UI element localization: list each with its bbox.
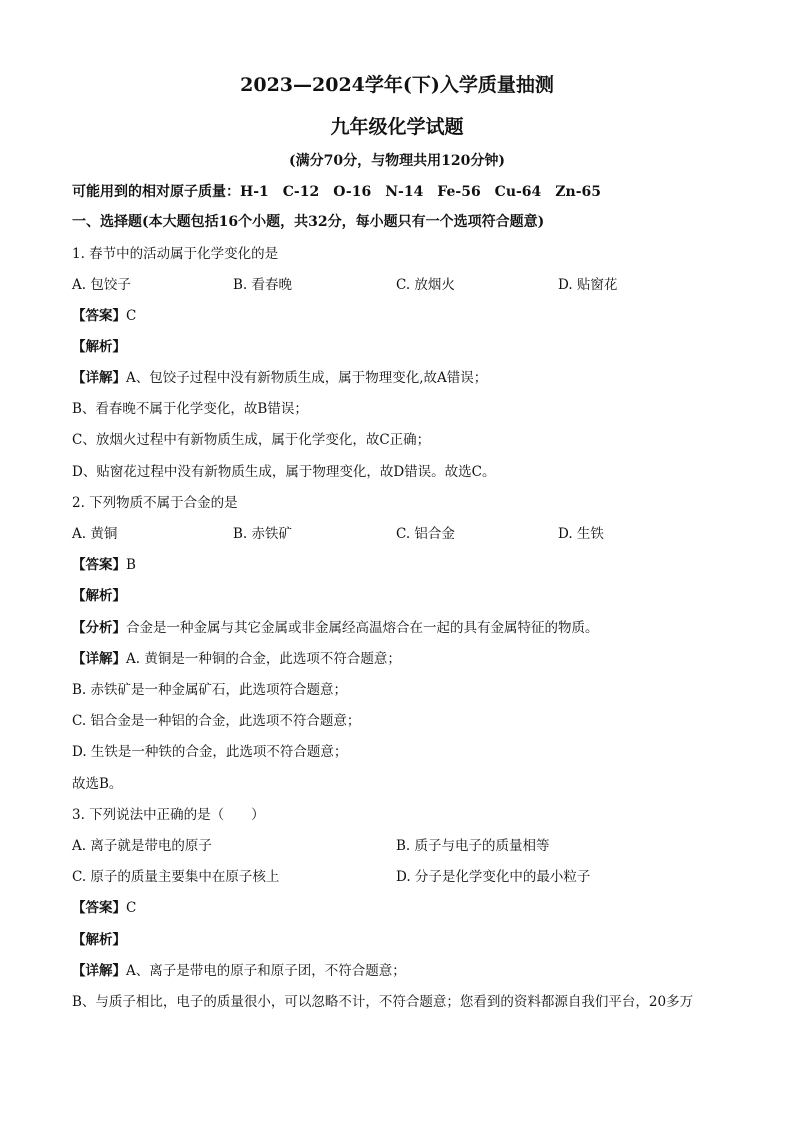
q2-detail-5: 故选B。 xyxy=(72,776,123,792)
q3-answer xyxy=(72,899,136,917)
q3-option-c: C. 原子的质量主要集中在原子核上 xyxy=(72,869,280,885)
q1-option-a: A. 包饺子 xyxy=(72,277,131,293)
detail-tag: 【详解】 xyxy=(72,651,126,667)
q1-stem: 1. 春节中的活动属于化学变化的是 xyxy=(72,246,279,262)
exam-subtitle: 九年级化学试题 xyxy=(330,116,464,138)
section-heading: 一、选择题(本大题包括16个小题，共32分，每小题只有一个选项符合题意) xyxy=(72,214,545,230)
q2-analysis-tag: 【解析】 xyxy=(72,588,126,604)
q3-option-a: A. 离子就是带电的原子 xyxy=(72,838,212,854)
fenxi-tag: 【分析】 xyxy=(72,620,126,636)
q3-stem: 3. 下列说法中正确的是（ ） xyxy=(72,807,265,823)
detail-tag: 【详解】 xyxy=(72,963,126,979)
q1-option-c: C. 放烟火 xyxy=(396,277,455,293)
q2-option-d: D. 生铁 xyxy=(558,526,604,542)
detail-text: A、离子是带电的原子和原子团，不符合题意； xyxy=(126,963,406,979)
q2-detail-2: B. 赤铁矿是一种金属矿石，此选项符合题意； xyxy=(72,682,348,698)
answer-value: C xyxy=(126,308,137,324)
detail-text: A、包饺子过程中没有新物质生成，属于物理变化,故A错误； xyxy=(126,370,488,386)
answer-tag: 【答案】 xyxy=(72,557,126,573)
q3-analysis-tag: 【解析】 xyxy=(72,932,126,948)
q2-answer xyxy=(72,556,136,574)
q2-option-a: A. 黄铜 xyxy=(72,526,118,542)
q2-detail-4: D. 生铁是一种铁的合金，此选项不符合题意； xyxy=(72,744,348,760)
atomic-masses: 可能用到的相对原子质量：H-1 C-12 O-16 N-14 Fe-56 Cu-64 Zn-65 xyxy=(72,184,601,200)
exam-title: 2023—2024学年(下)入学质量抽测 xyxy=(240,74,554,96)
q1-detail-3: C、放烟火过程中有新物质生成，属于化学变化，故C正确； xyxy=(72,432,431,448)
q1-detail-4: D、贴窗花过程中没有新物质生成，属于物理变化，故D错误。故选C。 xyxy=(72,464,496,480)
q1-option-b: B. 看春晚 xyxy=(233,277,293,293)
q2-option-b: B. 赤铁矿 xyxy=(233,526,293,542)
q1-detail-1 xyxy=(72,369,487,387)
exam-note: (满分70分，与物理共用120分钟) xyxy=(289,153,505,169)
detail-text: A. 黄铜是一种铜的合金，此选项不符合题意； xyxy=(126,651,401,667)
detail-tag: 【详解】 xyxy=(72,370,126,386)
q2-stem: 2. 下列物质不属于合金的是 xyxy=(72,495,238,511)
q3-detail-1 xyxy=(72,962,406,980)
q2-detail-1 xyxy=(72,650,401,668)
answer-value: C xyxy=(126,900,137,916)
q1-answer xyxy=(72,307,136,325)
q3-option-d: D. 分子是化学变化中的最小粒子 xyxy=(396,869,591,885)
q1-option-d: D. 贴窗花 xyxy=(558,277,618,293)
q2-option-c: C. 铝合金 xyxy=(396,526,455,542)
q3-option-b: B. 质子与电子的质量相等 xyxy=(396,838,550,854)
q1-detail-2: B、看春晚不属于化学变化，故B错误； xyxy=(72,401,308,417)
fenxi-text: 合金是一种金属与其它金属或非金属经高温熔合在一起的具有金属特征的物质。 xyxy=(126,620,599,636)
q2-detail-3: C. 铝合金是一种铝的合金，此选项不符合题意； xyxy=(72,713,361,729)
q2-fenxi xyxy=(72,619,599,637)
answer-tag: 【答案】 xyxy=(72,308,126,324)
q3-detail-2: B、与质子相比，电子的质量很小，可以忽略不计，不符合题意；您看到的资料都源自我们平台，20多万 xyxy=(72,994,694,1010)
answer-value: B xyxy=(126,557,136,573)
answer-tag: 【答案】 xyxy=(72,900,126,916)
q1-analysis-tag: 【解析】 xyxy=(72,339,126,355)
